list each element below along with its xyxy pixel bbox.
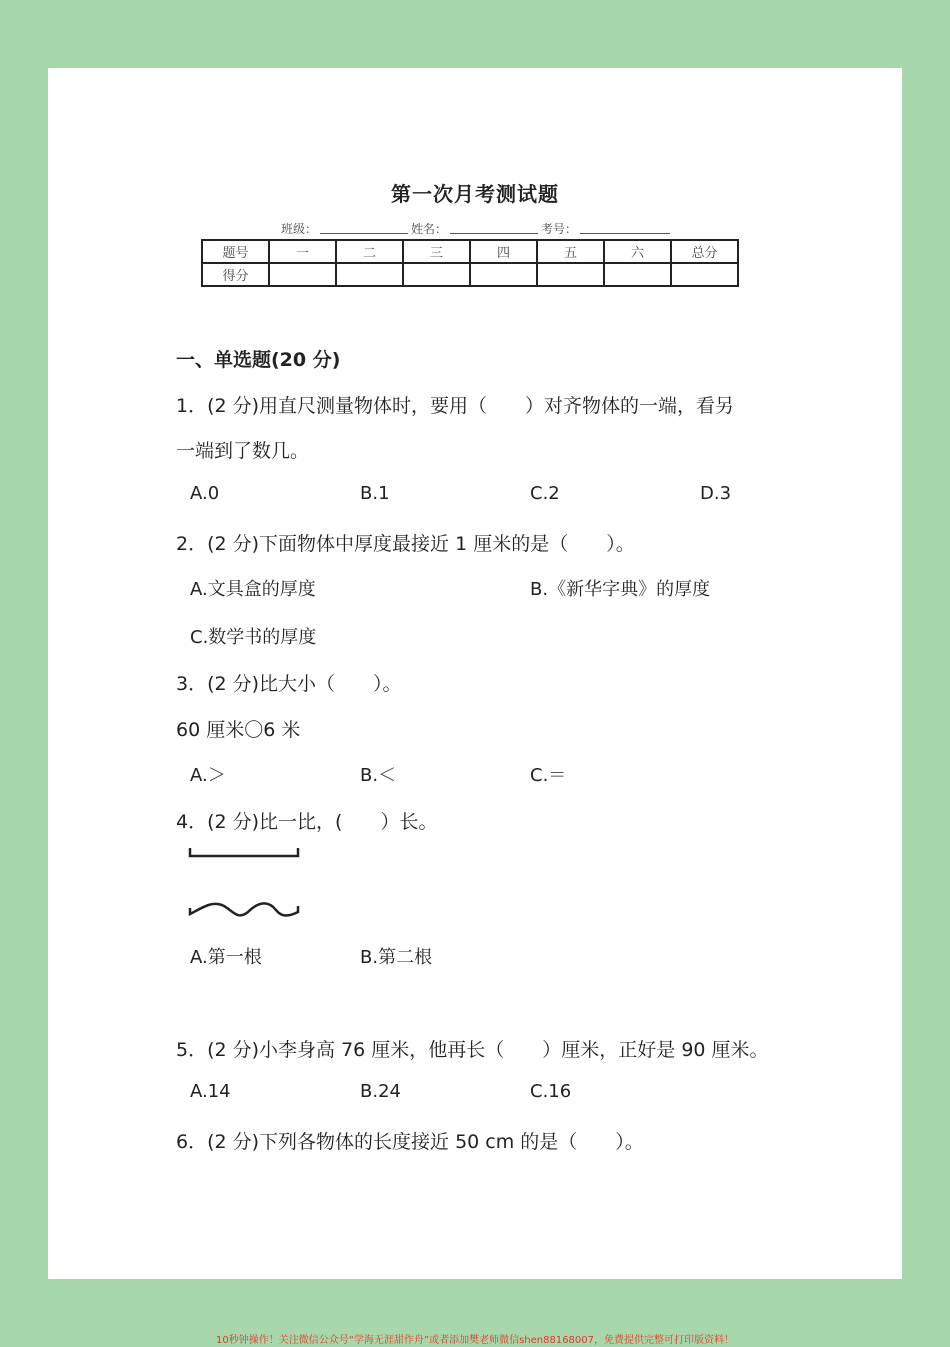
question-4: 4．(2 分)比一比，( ）长。 <box>176 811 438 833</box>
score-row-label: 得分 <box>202 263 269 286</box>
score-header-cell: 总分 <box>671 240 738 263</box>
score-header-cell: 五 <box>537 240 604 263</box>
straight-line-figure <box>190 848 298 856</box>
score-cell[interactable] <box>604 263 671 286</box>
question-3: 3．(2 分)比大小（ ）。 <box>176 673 402 695</box>
question-3-compare: 60 厘米〇6 米 <box>176 719 301 741</box>
score-header-cell: 二 <box>336 240 403 263</box>
id-label: 考号： <box>541 222 578 236</box>
q2-option-b: B.《新华字典》的厚度 <box>530 579 711 600</box>
q2-option-c: C.数学书的厚度 <box>190 627 317 648</box>
score-cell[interactable] <box>671 263 738 286</box>
q2-option-a: A.文具盒的厚度 <box>190 579 316 600</box>
score-header-cell: 六 <box>604 240 671 263</box>
q1-option-b: B.1 <box>360 483 390 504</box>
score-header-cell: 四 <box>470 240 537 263</box>
q4-option-b: B.第二根 <box>360 947 433 968</box>
score-table <box>201 239 739 287</box>
question-1-line2: 一端到了数几。 <box>176 440 310 462</box>
section-heading: 一、单选题(20 分) <box>176 349 341 371</box>
q4-line-figures <box>188 848 308 928</box>
score-cell[interactable] <box>403 263 470 286</box>
q3-option-c: C.＝ <box>530 765 567 786</box>
score-header-cell: 三 <box>403 240 470 263</box>
q1-option-a: A.0 <box>190 483 220 504</box>
q3-option-a: A.＞ <box>190 765 226 786</box>
score-cell[interactable] <box>336 263 403 286</box>
name-label: 姓名： <box>411 222 448 236</box>
question-5: 5．(2 分)小李身高 76 厘米，他再长（ ）厘米，正好是 90 厘米。 <box>176 1039 769 1061</box>
q5-option-c: C.16 <box>530 1081 572 1102</box>
score-cell[interactable] <box>537 263 604 286</box>
question-1-line1: 1．(2 分)用直尺测量物体时，要用（ ）对齐物体的一端，看另 <box>176 395 735 417</box>
score-header-cell: 题号 <box>202 240 269 263</box>
exam-page <box>48 68 902 1279</box>
score-cell[interactable] <box>470 263 537 286</box>
class-line <box>320 233 408 234</box>
q3-option-b: B.＜ <box>360 765 397 786</box>
question-2: 2．(2 分)下面物体中厚度最接近 1 厘米的是（ ）。 <box>176 533 635 555</box>
exam-title: 第一次月考测试题 <box>391 182 559 206</box>
q1-option-c: C.2 <box>530 483 560 504</box>
class-label: 班级： <box>281 222 318 236</box>
q5-option-b: B.24 <box>360 1081 401 1102</box>
score-cell[interactable] <box>269 263 336 286</box>
question-6: 6．(2 分)下列各物体的长度接近 50 cm 的是（ ）。 <box>176 1131 644 1153</box>
wavy-line-figure <box>190 903 298 915</box>
q1-option-d: D.3 <box>700 483 732 504</box>
q4-option-a: A.第一根 <box>190 947 262 968</box>
q5-option-a: A.14 <box>190 1081 231 1102</box>
score-header-cell: 一 <box>269 240 336 263</box>
name-line <box>450 233 538 234</box>
id-line <box>580 233 670 234</box>
promo-footer: 10秒钟操作！关注微信公众号“学海无涯甜作舟”或者添加樊老师微信shen88168007，免费提供完整可打印版资料！ <box>215 1335 735 1346</box>
score-header-row <box>202 240 738 263</box>
score-value-row <box>202 263 738 286</box>
